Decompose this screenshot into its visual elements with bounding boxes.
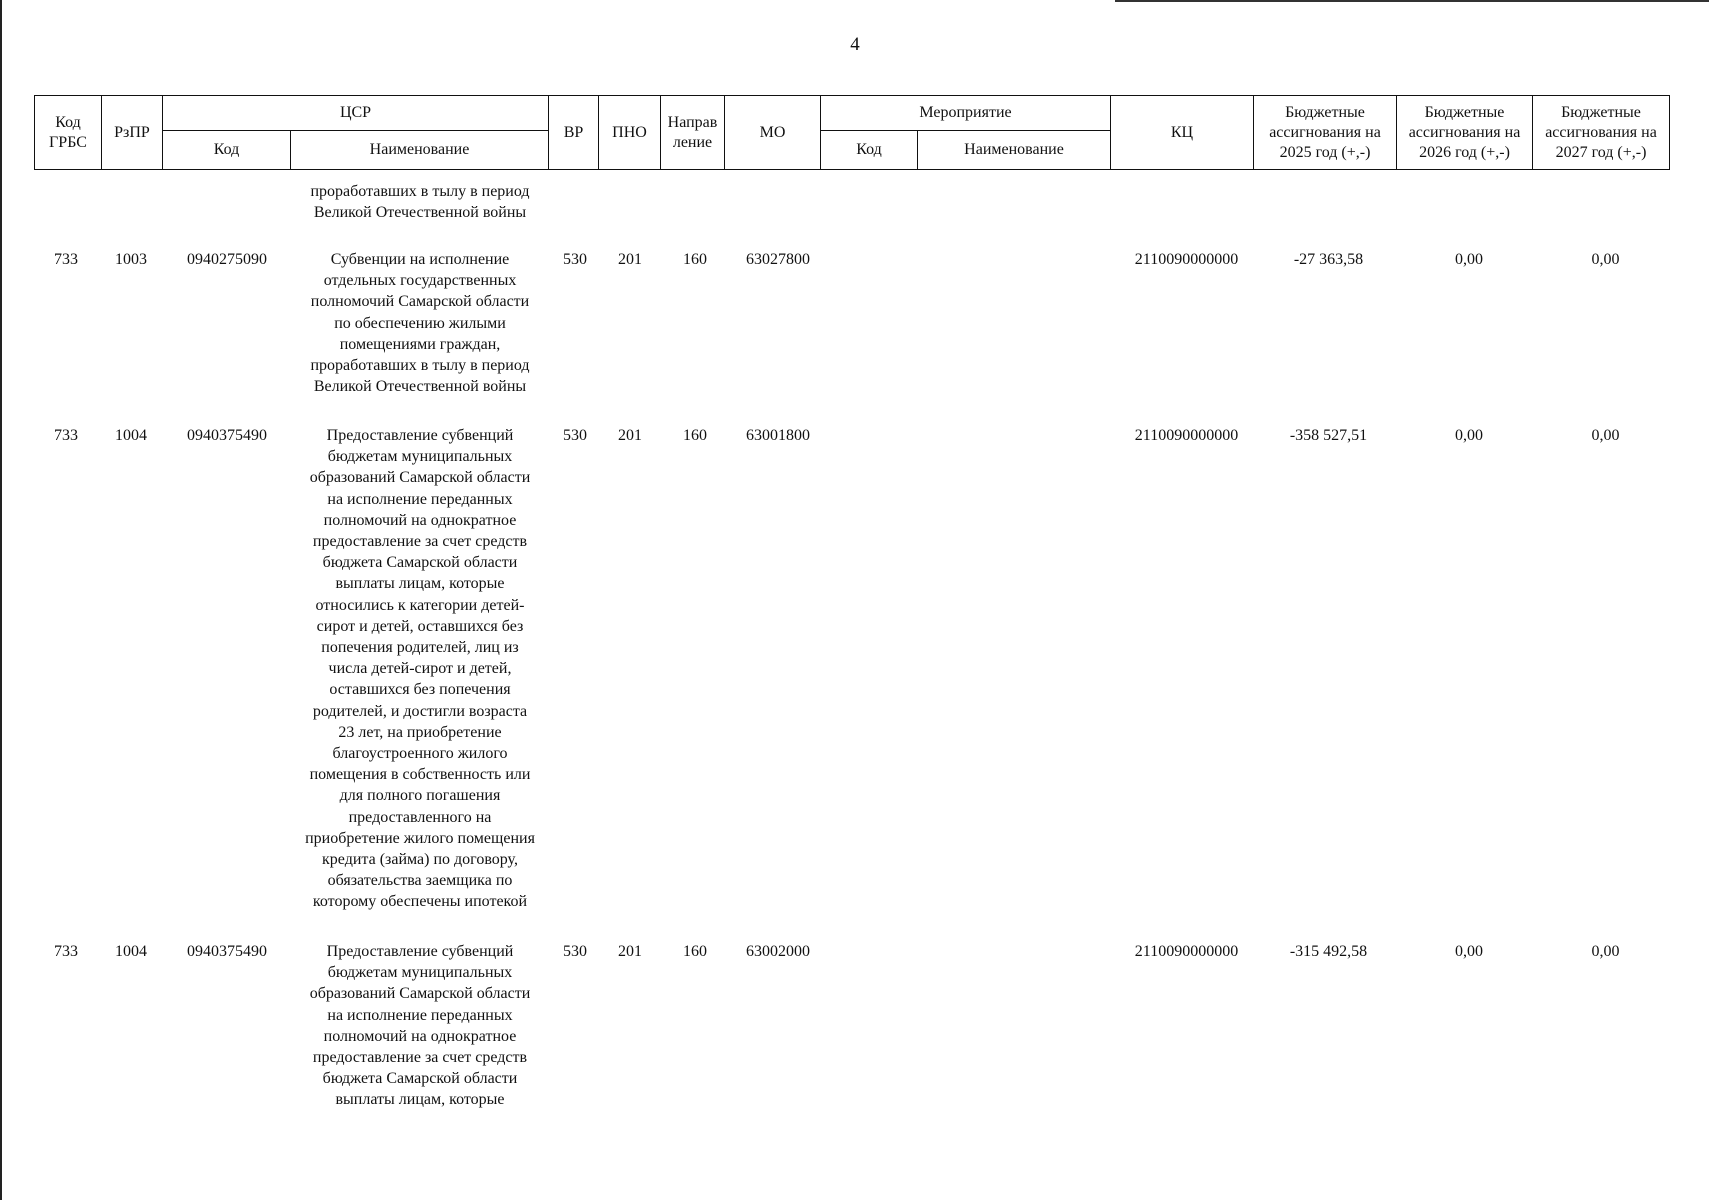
header-kc: КЦ: [1111, 96, 1254, 170]
cell-rzpr: 1004: [115, 943, 147, 960]
header-vr: ВР: [549, 96, 599, 170]
cell-csr: 0940375490: [187, 427, 267, 444]
table-header: [34, 95, 1670, 170]
header-kod-grbs: Код ГРБС: [35, 96, 102, 170]
cell-budget-2026: 0,00: [1455, 251, 1483, 268]
cell-budget-2025: -27 363,58: [1293, 251, 1364, 268]
header-mer-name: Наименование: [918, 131, 1111, 170]
cell-grbs: 733: [54, 943, 78, 960]
header-mer-kod: Код: [821, 131, 918, 170]
header-budget-2027: Бюджетные ассигнования на 2027 год (+,-): [1533, 96, 1670, 170]
cell-napravlenie: 160: [683, 427, 707, 444]
cell-grbs: 733: [54, 251, 78, 268]
cell-vr: 530: [563, 251, 587, 268]
cell-vr: 530: [563, 943, 587, 960]
header-pno: ПНО: [599, 96, 661, 170]
cell-name: Предоставление субвенций бюджетам муниципальных образований Самарской области на исполнение переданных полномочий на однократное предоставление за счет средств бюджета Самарской области выплаты лицам, которые относились к категории детей- сирот и детей, оставшихся без попечения родителей, лиц из числа детей-сирот и детей, оставшихся без попечения родителей, и достигли возраста 23 лет, на приобретение благоустроенного жилого помещения в собственность или для полного погашения предоставленного на приобретение жилого помещения кредита (займа) по договору, обязательства заемщика по которому обеспечены ипотекой: [305, 427, 535, 911]
header-budget-2026: Бюджетные ассигнования на 2026 год (+,-): [1397, 96, 1533, 170]
cell-name: Предоставление субвенций бюджетам муниципальных образований Самарской области на исполнение переданных полномочий на однократное предоставление за счет средств бюджета Самарской области выплаты лицам, которые: [309, 943, 531, 1109]
cell-budget-2027: 0,00: [1591, 943, 1620, 960]
cell-rzpr: 1003: [115, 251, 147, 268]
cell-mo: 63002000: [746, 943, 810, 960]
page-top-edge: [1115, 0, 1709, 2]
cell-budget-2027: 0,00: [1591, 251, 1620, 268]
cell-pno: 201: [618, 427, 642, 444]
cell-budget-2025: -358 527,51: [1289, 427, 1368, 444]
cell-mo: 63027800: [746, 251, 810, 268]
cell-mo: 63001800: [746, 427, 810, 444]
cell-pno: 201: [618, 251, 642, 268]
header-mo: МО: [725, 96, 821, 170]
cell-budget-2026: 0,00: [1455, 943, 1483, 960]
header-rzpr: РзПР: [102, 96, 163, 170]
continuation-text: проработавших в тылу в период Великой Отечественной войны: [310, 183, 530, 222]
cell-grbs: 733: [54, 427, 78, 444]
cell-rzpr: 1004: [115, 427, 147, 444]
cell-csr: 0940375490: [187, 943, 267, 960]
cell-budget-2027: 0,00: [1591, 427, 1620, 444]
cell-name: Субвенции на исполнение отдельных государственных полномочий Самарской области по обеспечению жилыми помещениями граждан, проработавших в тылу в период Великой Отечественной войны: [310, 251, 530, 396]
cell-pno: 201: [618, 943, 642, 960]
cell-kc: 2110090000000: [1134, 251, 1239, 268]
header-csr: ЦСР: [163, 96, 549, 131]
cell-napravlenie: 160: [683, 251, 707, 268]
cell-kc: 2110090000000: [1134, 943, 1239, 960]
cell-csr: 0940275090: [187, 251, 267, 268]
header-napravlenie: Направ ление: [661, 96, 725, 170]
cell-kc: 2110090000000: [1134, 427, 1239, 444]
cell-vr: 530: [563, 427, 587, 444]
header-budget-2025: Бюджетные ассигнования на 2025 год (+,-): [1254, 96, 1397, 170]
header-csr-kod: Код: [163, 131, 291, 170]
header-meropriyatie: Мероприятие: [821, 96, 1111, 131]
header-csr-name: Наименование: [291, 131, 549, 170]
page-number: 4: [850, 34, 860, 55]
page-left-edge: [0, 0, 2, 1200]
cell-napravlenie: 160: [683, 943, 707, 960]
cell-budget-2025: -315 492,58: [1289, 943, 1368, 960]
cell-budget-2026: 0,00: [1455, 427, 1483, 444]
